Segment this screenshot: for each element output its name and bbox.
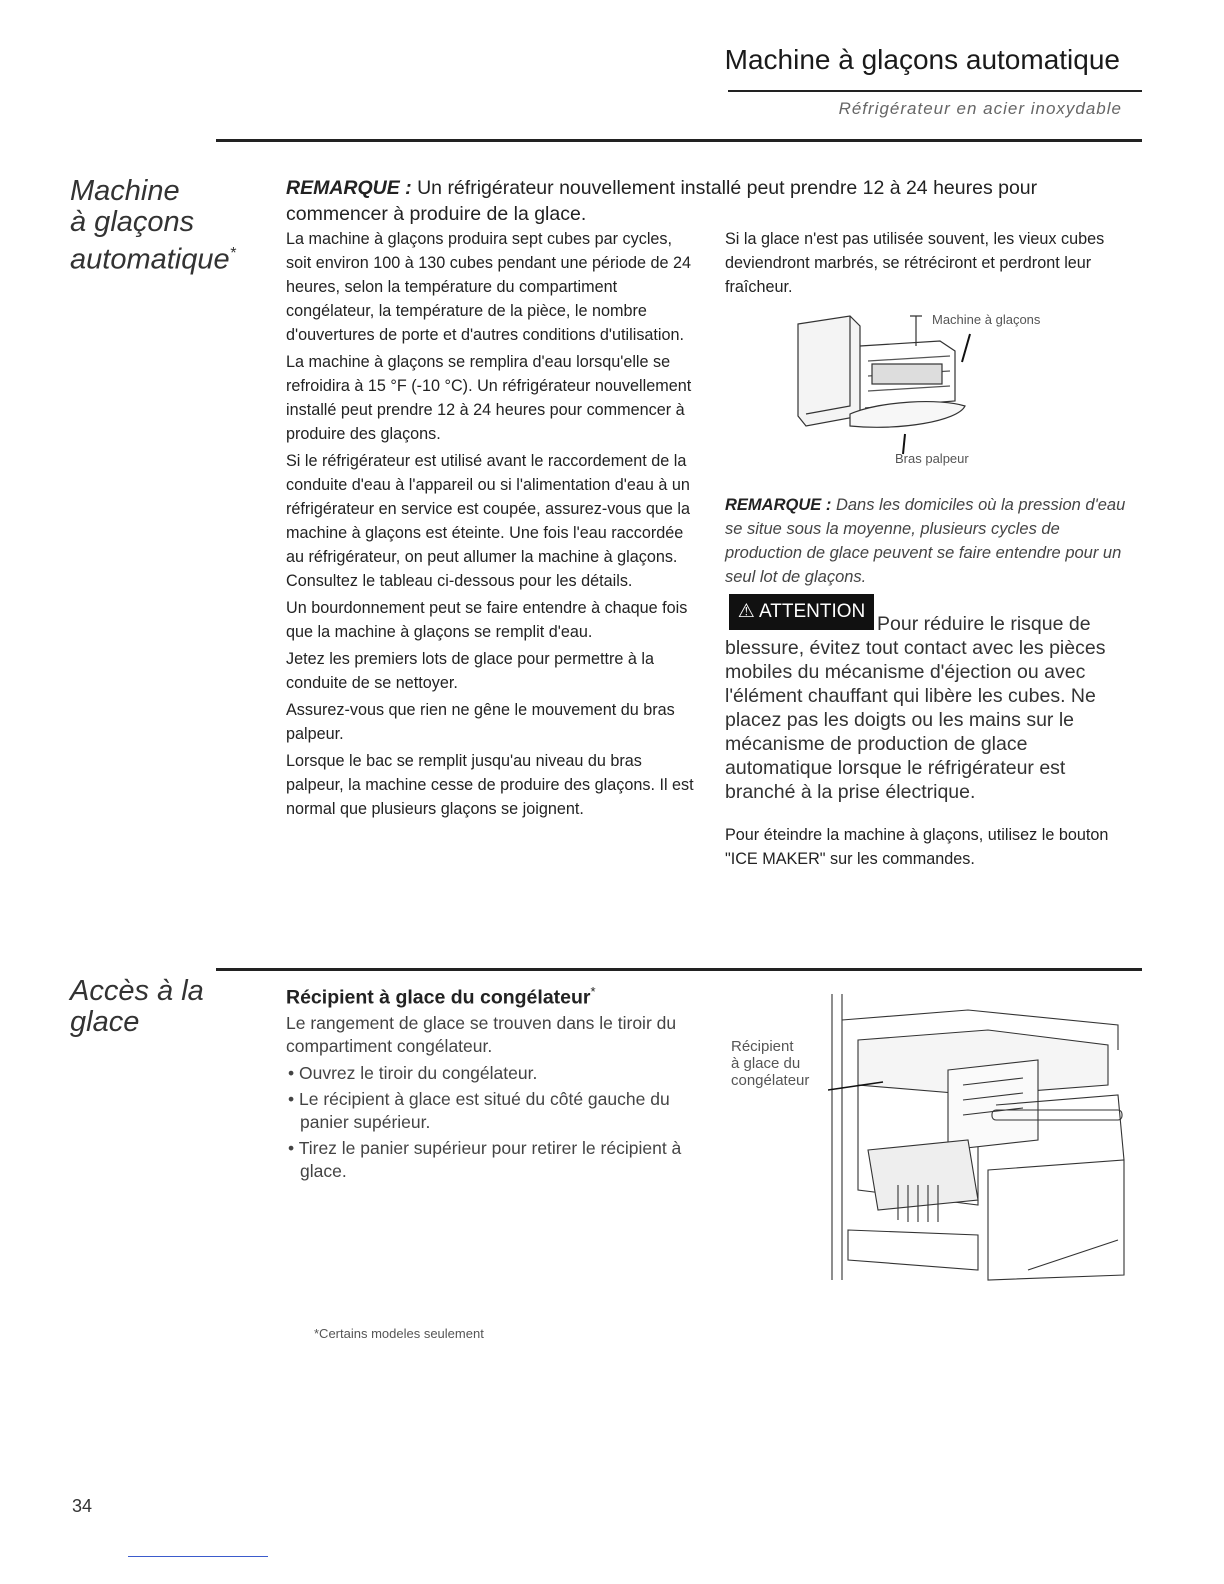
remark-label: REMARQUE : — [286, 177, 412, 199]
remark-text: Dans les domiciles où la pression d'eau se situe sous la moyenne, plusieurs cycles de production de glace peuvent se faire entendre pour un seul lot de glaçons. — [725, 496, 1126, 586]
label-line: congélateur — [731, 1072, 810, 1089]
attention-text: Pour réduire le risque de blessure, évitez tout contact avec les pièces mobiles du mécanisme d'éjection ou avec l'élément chauffant qui libère les cubes. Ne placez pas les doigts ou les mains sur le mécanisme de production de glace automatique lorsque le réfrigérateur est branché à la prise électrique. — [725, 613, 1106, 803]
right-intro: Si la glace n'est pas utilisée souvent, les vieux cubes deviendront marbrés, se rétréciront et perdront leur fraîcheur. — [725, 230, 1105, 296]
section1-side-title — [70, 176, 236, 276]
label-feeler-arm: Bras palpeur — [895, 451, 969, 466]
footnote: *Certains modeles seulement — [314, 1326, 484, 1341]
label-ice-bucket — [731, 1038, 809, 1089]
remark-label: REMARQUE : — [725, 496, 832, 514]
instruction-list — [286, 1062, 706, 1183]
freezer-drawer-figure — [828, 990, 1128, 1286]
section2-heading: Récipient à glace du congélateur* — [286, 984, 596, 1009]
page-number: 34 — [72, 1496, 93, 1516]
paragraph: La machine à glaçons se remplira d'eau lorsqu'elle se refroidira à 15 °F (-10 °C). Un réfrigérateur nouvellement installé peut prendre 12 à 24 heures pour commencer à produire des glaçons. — [286, 353, 692, 443]
remark-water-pressure — [725, 493, 1135, 589]
paragraph: Assurez-vous que rien ne gêne le mouvement du bras palpeur. — [286, 701, 675, 743]
paragraph: La machine à glaçons produira sept cubes par cycles, soit environ 100 à 130 cubes pendant une période de 24 heures, selon la température du compartiment congélateur, la température de la pièce, le nombre d'ouvertures de porte et d'autres conditions d'utilisation. — [286, 230, 692, 344]
side-title-line: automatique* — [70, 243, 236, 276]
intro-text: Le rangement de glace se trouven dans le tiroir du compartiment congélateur. — [286, 1013, 677, 1056]
remark-text: Un réfrigérateur nouvellement installé peut prendre 12 à 24 heures pour commencer à produire de la glace. — [286, 177, 1038, 225]
paragraph: Lorsque le bac se remplit jusqu'au niveau du bras palpeur, la machine cesse de produire des glaçons. Il est normal que plusieurs glaçons se joignent. — [286, 752, 694, 818]
footer-rule — [128, 1556, 268, 1557]
attention-badge — [729, 594, 874, 630]
freezer-drawer-illustration — [828, 990, 1128, 1286]
header-rule — [728, 90, 1142, 92]
left-column — [286, 227, 700, 824]
side-title-line: Machine — [70, 175, 180, 207]
asterisk: * — [590, 984, 596, 999]
page-subtitle: Réfrigérateur en acier inoxydable — [838, 99, 1122, 118]
list-item: • Tirez le panier supérieur pour retirer le récipient à glace. — [300, 1137, 706, 1183]
paragraph: Un bourdonnement peut se faire entendre à chaque fois que la machine à glaçons se remplit d'eau. — [286, 599, 688, 641]
list-item: • Le récipient à glace est situé du côté gauche du panier supérieur. — [300, 1088, 706, 1134]
asterisk: * — [229, 245, 236, 262]
section2-body — [286, 1012, 706, 1186]
side-title-line: à glaçons — [70, 206, 195, 238]
remark-new-install — [286, 175, 1142, 227]
warning-triangle-icon: ⚠ — [737, 601, 755, 622]
list-item: • Ouvrez le tiroir du congélateur. — [300, 1062, 706, 1085]
right-outro: Pour éteindre la machine à glaçons, utilisez le bouton "ICE MAKER" sur les commandes. — [725, 826, 1109, 868]
side-title-line: glace — [70, 1006, 140, 1038]
attention-label: ATTENTION — [759, 601, 866, 622]
page-title: Machine à glaçons automatique — [724, 44, 1120, 75]
label-line: Récipient — [731, 1038, 794, 1055]
section-divider — [216, 968, 1142, 971]
pointer-line — [962, 334, 970, 362]
paragraph: Si le réfrigérateur est utilisé avant le raccordement de la conduite d'eau à l'appareil ou si l'alimentation d'eau à un réfrigérateur en service est coupée, assurez-vous que la machine à glaçons est éteinte. Une fois l'eau raccordée au réfrigérateur, on peut allumer la machine à glaçons. Consultez le tableau ci-dessous pour les détails. — [286, 452, 690, 590]
label-ice-maker: Machine à glaçons — [932, 312, 1041, 327]
label-line: à glace du — [731, 1055, 801, 1072]
side-title-line: Accès à la — [70, 975, 204, 1007]
paragraph: Jetez les premiers lots de glace pour permettre à la conduite de se nettoyer. — [286, 650, 654, 692]
section-divider-top — [216, 139, 1142, 142]
section2-side-title — [70, 976, 204, 1038]
